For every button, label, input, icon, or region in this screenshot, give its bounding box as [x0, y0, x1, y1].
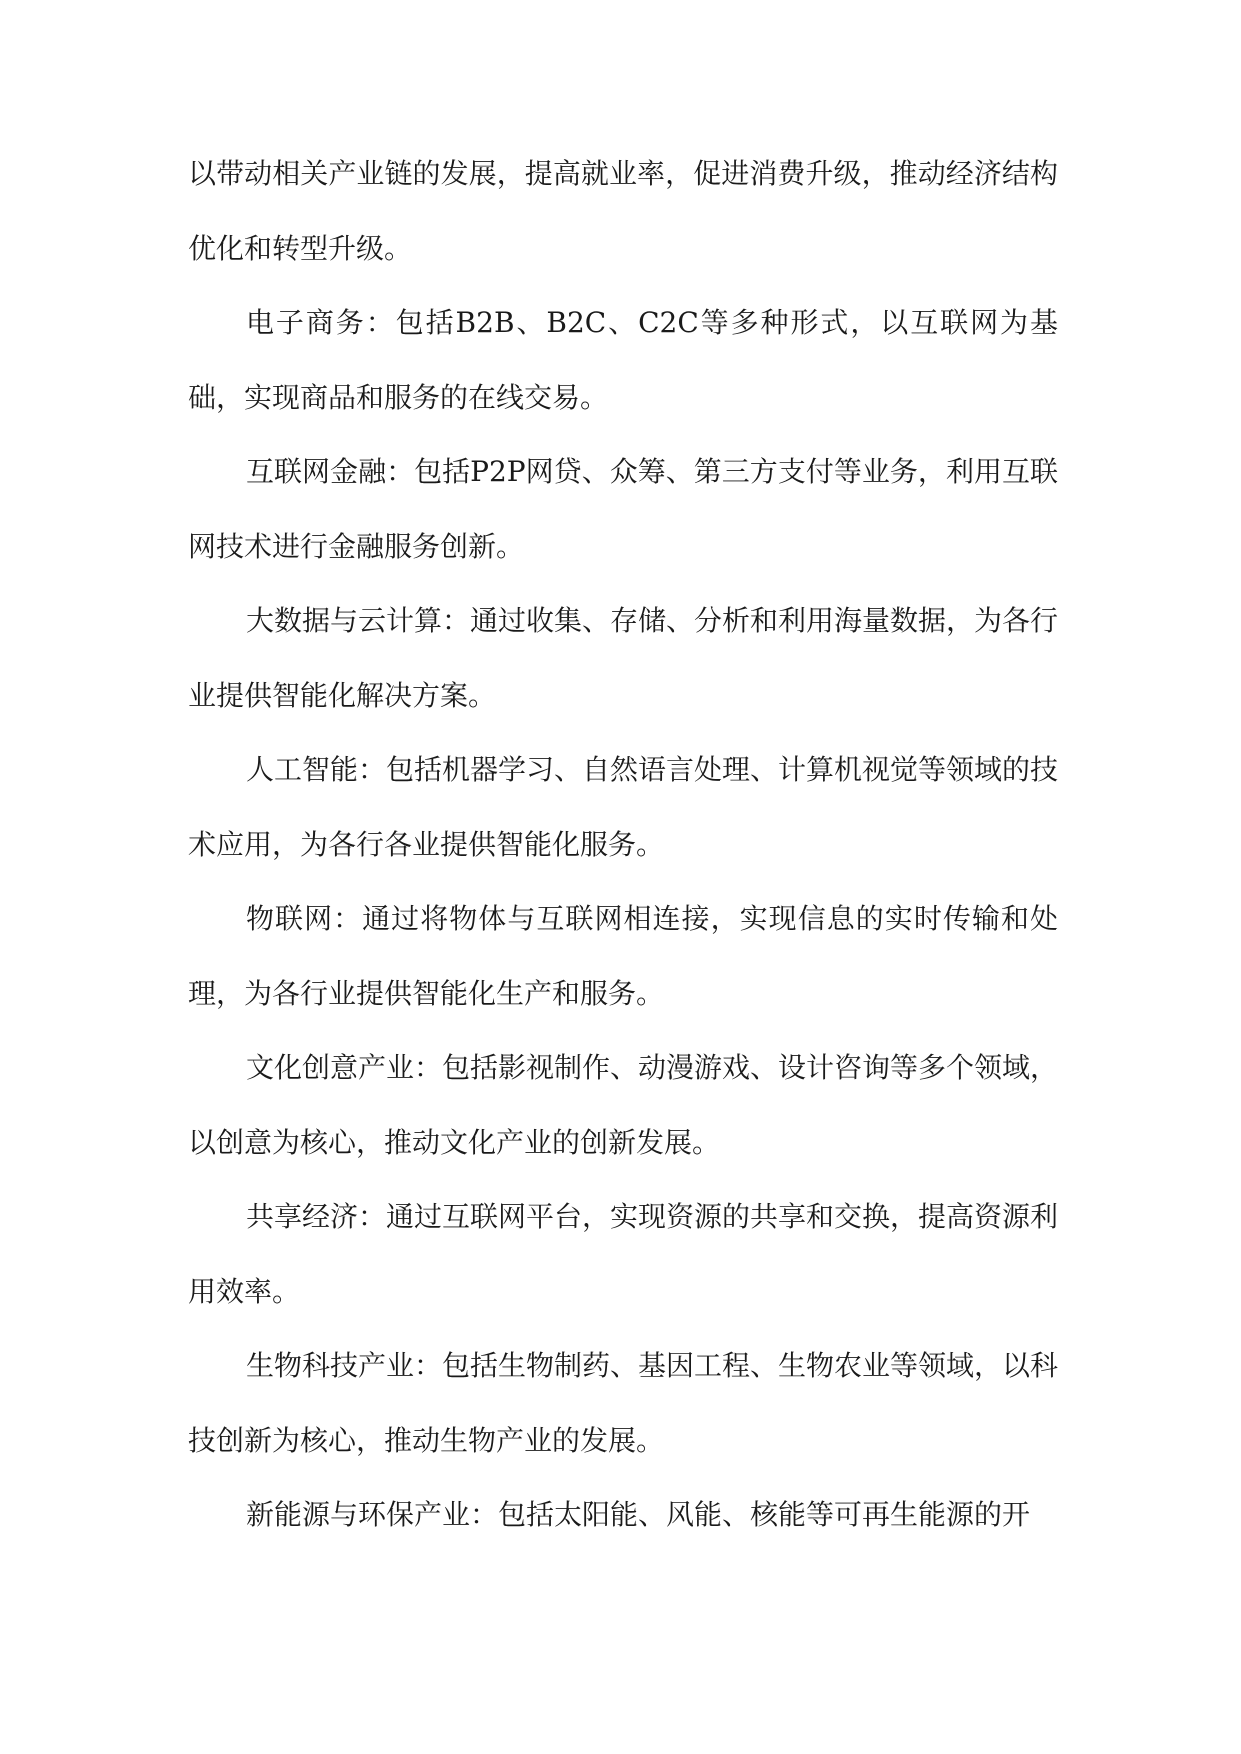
paragraph-continuation: 以带动相关产业链的发展，提高就业率，促进消费升级，推动经济结构优化和转型升级。: [188, 157, 1058, 265]
paragraph-new-energy: 新能源与环保产业：包括太阳能、风能、核能等可再生能源的开: [246, 1498, 1031, 1531]
paragraph-internet-finance: 互联网金融：包括P2P网贷、众筹、第三方支付等业务，利用互联网技术进行金融服务创新。: [188, 455, 1058, 563]
paragraph-big-data-cloud: 大数据与云计算：通过收集、存储、分析和利用海量数据，为各行业提供智能化解决方案。: [188, 604, 1059, 712]
paragraph-ai: 人工智能：包括机器学习、自然语言处理、计算机视觉等领域的技术应用，为各行各业提供智能化服务。: [188, 753, 1059, 861]
body-text: [188, 137, 1058, 1553]
paragraph-e-commerce: 电子商务：包括B2B、B2C、C2C等多种形式，以互联网为基础，实现商品和服务的在线交易。: [188, 306, 1058, 414]
paragraph-biotech: 生物科技产业：包括生物制药、基因工程、生物农业等领域，以科技创新为核心，推动生物产业的发展。: [188, 1349, 1059, 1457]
paragraph-sharing-economy: 共享经济：通过互联网平台，实现资源的共享和交换，提高资源利用效率。: [188, 1200, 1059, 1308]
paragraph-cultural-creative: 文化创意产业：包括影视制作、动漫游戏、设计咨询等多个领域，以创意为核心，推动文化产业的创新发展。: [188, 1051, 1059, 1159]
paragraph-iot: 物联网：通过将物体与互联网相连接，实现信息的实时传输和处理，为各行业提供智能化生产和服务。: [188, 902, 1058, 1010]
